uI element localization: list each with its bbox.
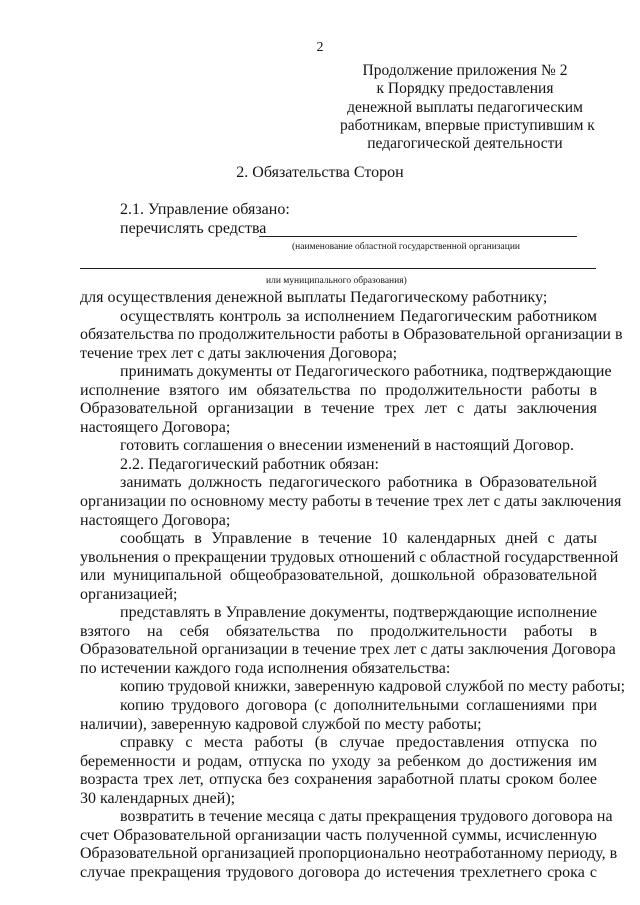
fill-in-line [259, 236, 577, 237]
body-line: Образовательной организации в течение трех лет с даты заключения Договора [80, 641, 616, 659]
body-line: настоящего Договора; [80, 511, 231, 529]
body-line: течение трех лет с даты заключения Договора; [80, 344, 398, 362]
appendix-header-line: работникам, впервые приступившим к [340, 116, 595, 134]
body-line: увольнения о прекращении трудовых отношений с областной государственной [80, 548, 619, 566]
body-line: или муниципальной общеобразовательной, дошкольной образовательной [80, 567, 597, 585]
appendix-header-line: к Порядку предоставления [376, 80, 554, 98]
body-line: случае прекращения трудового договора до истечения трехлетнего срока с [80, 863, 597, 881]
transfer-funds-label: перечислять средства [120, 220, 267, 237]
body-line: готовить соглашения о внесении изменений в настоящий Договор. [120, 437, 575, 455]
appendix-header [340, 62, 595, 153]
body-line: принимать документы от Педагогического работника, подтверждающие [120, 363, 612, 381]
body-line: взятого на себя обязательства по продолжительности работы в [80, 622, 597, 640]
body-line: копию трудового договора (с дополнительными соглашениями при [120, 697, 597, 715]
body-line: для осуществления денежной выплаты Педагогическому работнику; [80, 289, 548, 306]
fill-in-hint: или муниципального образования) [266, 276, 407, 286]
body-line: по истечении каждого года исполнения обязательства: [80, 659, 451, 677]
page-number: 2 [316, 40, 324, 55]
section-title: 2. Обязательства Сторон [236, 164, 404, 181]
body-line: настоящего Договора; [80, 418, 231, 436]
clause-2-1-heading: 2.1. Управление обязано: [120, 201, 290, 218]
body-line: 30 календарных дней); [80, 789, 236, 807]
body-line: представлять в Управление документы, подтверждающие исполнение [120, 604, 597, 622]
body-line: осуществлять контроль за исполнением Педагогическим работником [120, 307, 597, 325]
body-line: копию трудовой книжки, заверенную кадровой службой по месту работы; [120, 678, 626, 696]
body-line: Образовательной организацией пропорционально неотработанному периоду, в [80, 845, 618, 863]
body-line: справку с места работы (в случае предоставления отпуска по [120, 734, 597, 752]
appendix-header-line: педагогической деятельности [367, 135, 563, 153]
obligations-body [80, 289, 626, 883]
body-line: сообщать в Управление в течение 10 календарных дней с даты [120, 530, 597, 548]
body-line: организацией; [80, 585, 178, 603]
body-line: организации по основному месту работы в течение трех лет с даты заключения [80, 493, 622, 511]
clause-2-2-heading: 2.2. Педагогический работник обязан: [120, 455, 379, 473]
body-line: исполнение взятого им обязательства по продолжительности работы в [80, 381, 597, 399]
body-line: счет Образовательной организации часть полученной суммы, исчисленную [80, 826, 597, 844]
body-line: возвратить в течение месяца с даты прекращения трудового договора на [120, 808, 613, 826]
appendix-header-line: денежной выплаты педагогическим [347, 98, 583, 116]
appendix-header-line: Продолжение приложения № 2 [362, 62, 568, 79]
body-line: Образовательной организации в течение трех лет с даты заключения [80, 400, 597, 418]
body-line: занимать должность педагогического работника в Образовательной [120, 474, 597, 492]
body-line: наличии), заверенную кадровой службой по месту работы; [80, 715, 482, 733]
fill-in-line [80, 268, 596, 269]
body-line: беременности и родам, отпуска по уходу за ребенком до достижения им [80, 752, 597, 770]
body-line: возраста трех лет, отпуска без сохранения заработной платы сроком более [80, 771, 597, 789]
body-line: обязательства по продолжительности работы в Образовательной организации в [80, 326, 623, 344]
fill-in-hint: (наименование областной государственной организации [292, 242, 520, 252]
